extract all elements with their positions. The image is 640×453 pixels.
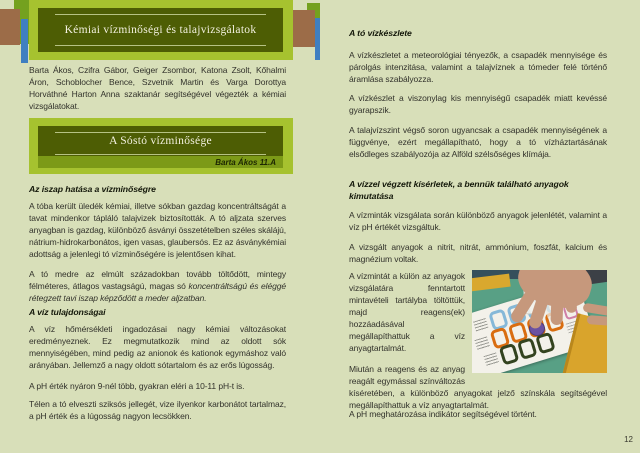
page-number: 12: [624, 435, 633, 444]
corner-brown-block-right: [292, 10, 315, 47]
corner-blue-block-left: [21, 19, 28, 63]
chapter-banner: [29, 0, 293, 60]
paragraph: A tóba került üledék kémiai, illetve sókban gazdag koncentráltságát a tavat mindenkor tápláló talajvizek biztosították. A tó aljzata szerves anyagban is gazdag, különböző ásványi összetételben széles skálájú, nátrium-hidrokarbonátos, igen vasas, glaubersós. Ez az ásványkémiai adottság a jelenlegi tó vízminőségére is jelentősen kihat.: [29, 201, 286, 259]
heading-water-properties: A víz tulajdonságai: [29, 307, 106, 317]
water-test-photo: [472, 270, 607, 373]
heading-experiments: A vízzel végzett kísérletek, a bennük található anyagok kimutatása: [349, 179, 569, 201]
section-title: A Sóstó vízminősége: [109, 135, 212, 147]
paragraph-text-italic: koncentráltságú és eléggé rétegzett tavi iszap képződött a meder aljzatban.: [29, 281, 286, 303]
photo-finger: [587, 315, 607, 326]
banner-rule: [55, 14, 266, 15]
photo-card-text: [473, 318, 489, 332]
chapter-title: Kémiai vízminőségi és talajvizsgálatok: [64, 24, 257, 36]
heading-water-supply: A tó vízkészlete: [349, 28, 412, 38]
section-banner-box: [38, 126, 283, 168]
photo-finger: [550, 293, 563, 325]
banner-rule: [55, 154, 266, 155]
corner-brown-block-left: [0, 9, 20, 45]
corner-blue-block-right: [315, 18, 320, 60]
paragraph: Télen a tó elveszti sziksós jellegét, vize ilyenkor karbonátot tartalmaz, a pH érték és a lúgosság nagyon lecsökken.: [29, 399, 286, 421]
paragraph-text: A tó medre az elmúlt századokban tovább töltődött, mintegy félméteres, átlagos vastagságú, magas só: [29, 269, 286, 291]
paragraph: A talajvízszint végső soron ugyancsak a csapadék mennyiségének a függvénye, ezért megállapítható, hogy a tó vízháztartásának elsődleges szabályozója az Alföld szélsőséges klímája.: [349, 125, 607, 159]
section-author: Barta Ákos 11.A: [215, 158, 276, 167]
paragraph: [29, 268, 286, 304]
paragraph: Miután a reagens és az anyag reagált egymással színváltozás kíséretében, a különböző anyagokat jelző színskála segítségével megállapíthattuk a víz anyagtartalmát.: [349, 364, 607, 410]
right-page: [320, 0, 640, 453]
banner-rule: [55, 45, 266, 46]
paragraph: A vízmintát a külön az anyagok vizsgálatára fenntartott mintavételi tartályba töltöttük, majd reagens(ek) hozzáadásával megállapíthattuk a víz anyagtartalmát.: [349, 271, 465, 353]
heading-mud-effect: Az iszap hatása a vízminőségre: [29, 184, 156, 194]
paragraph: A vízkészlet a viszonylag kis mennyiségű csapadék miatt kevéssé gyarapszik.: [349, 93, 607, 115]
paragraph: A vizsgált anyagok a nitrit, nitrát, ammónium, foszfát, kalcium és magnézium voltak.: [349, 242, 607, 264]
paragraph: A vízkészletet a meteorológiai tényezők, a csapadék mennyisége és párolgás intenzitása, valamint a talajvíznek a tómeder felé történő áramlása szabályozza.: [349, 50, 607, 84]
paragraph: A pH meghatározása indikátor segítségével történt.: [349, 409, 537, 419]
banner-rule: [55, 132, 266, 133]
paragraph: A vízminták vizsgálata során különböző anyagok jelenlétét, valamint a víz pH értékét vizsgáltuk.: [349, 210, 607, 232]
section-banner: [29, 118, 293, 174]
photo-card-text: [484, 352, 500, 366]
chapter-banner-box: [38, 8, 283, 52]
photo-card-text: [474, 336, 490, 350]
paragraph: A víz hőmérsékleti ingadozásai nagy kémiai változásokat eredményeznek. Ez megmutatkozik mind az oldott sók mennyiségében, mind pedig az anionok és kationok egymáshoz való arányában. Jellemző a nagy oldott sótartalom és az erős lúgosság.: [29, 324, 286, 370]
photo-text-block: [349, 270, 607, 420]
authors-paragraph: Barta Ákos, Czifra Gábor, Geiger Zsombor, Katona Zsolt, Kőhalmi Áron, Schoblocher Bence, Szvetnik Martin és Varga Dorottya Horváthné Harton Anna szaktanár segítségével végezték a kémiai vizsgálatokat.: [29, 65, 286, 111]
paragraph: A pH érték nyáron 9-nél több, gyakran eléri a 10-11 pH-t is.: [29, 381, 245, 391]
